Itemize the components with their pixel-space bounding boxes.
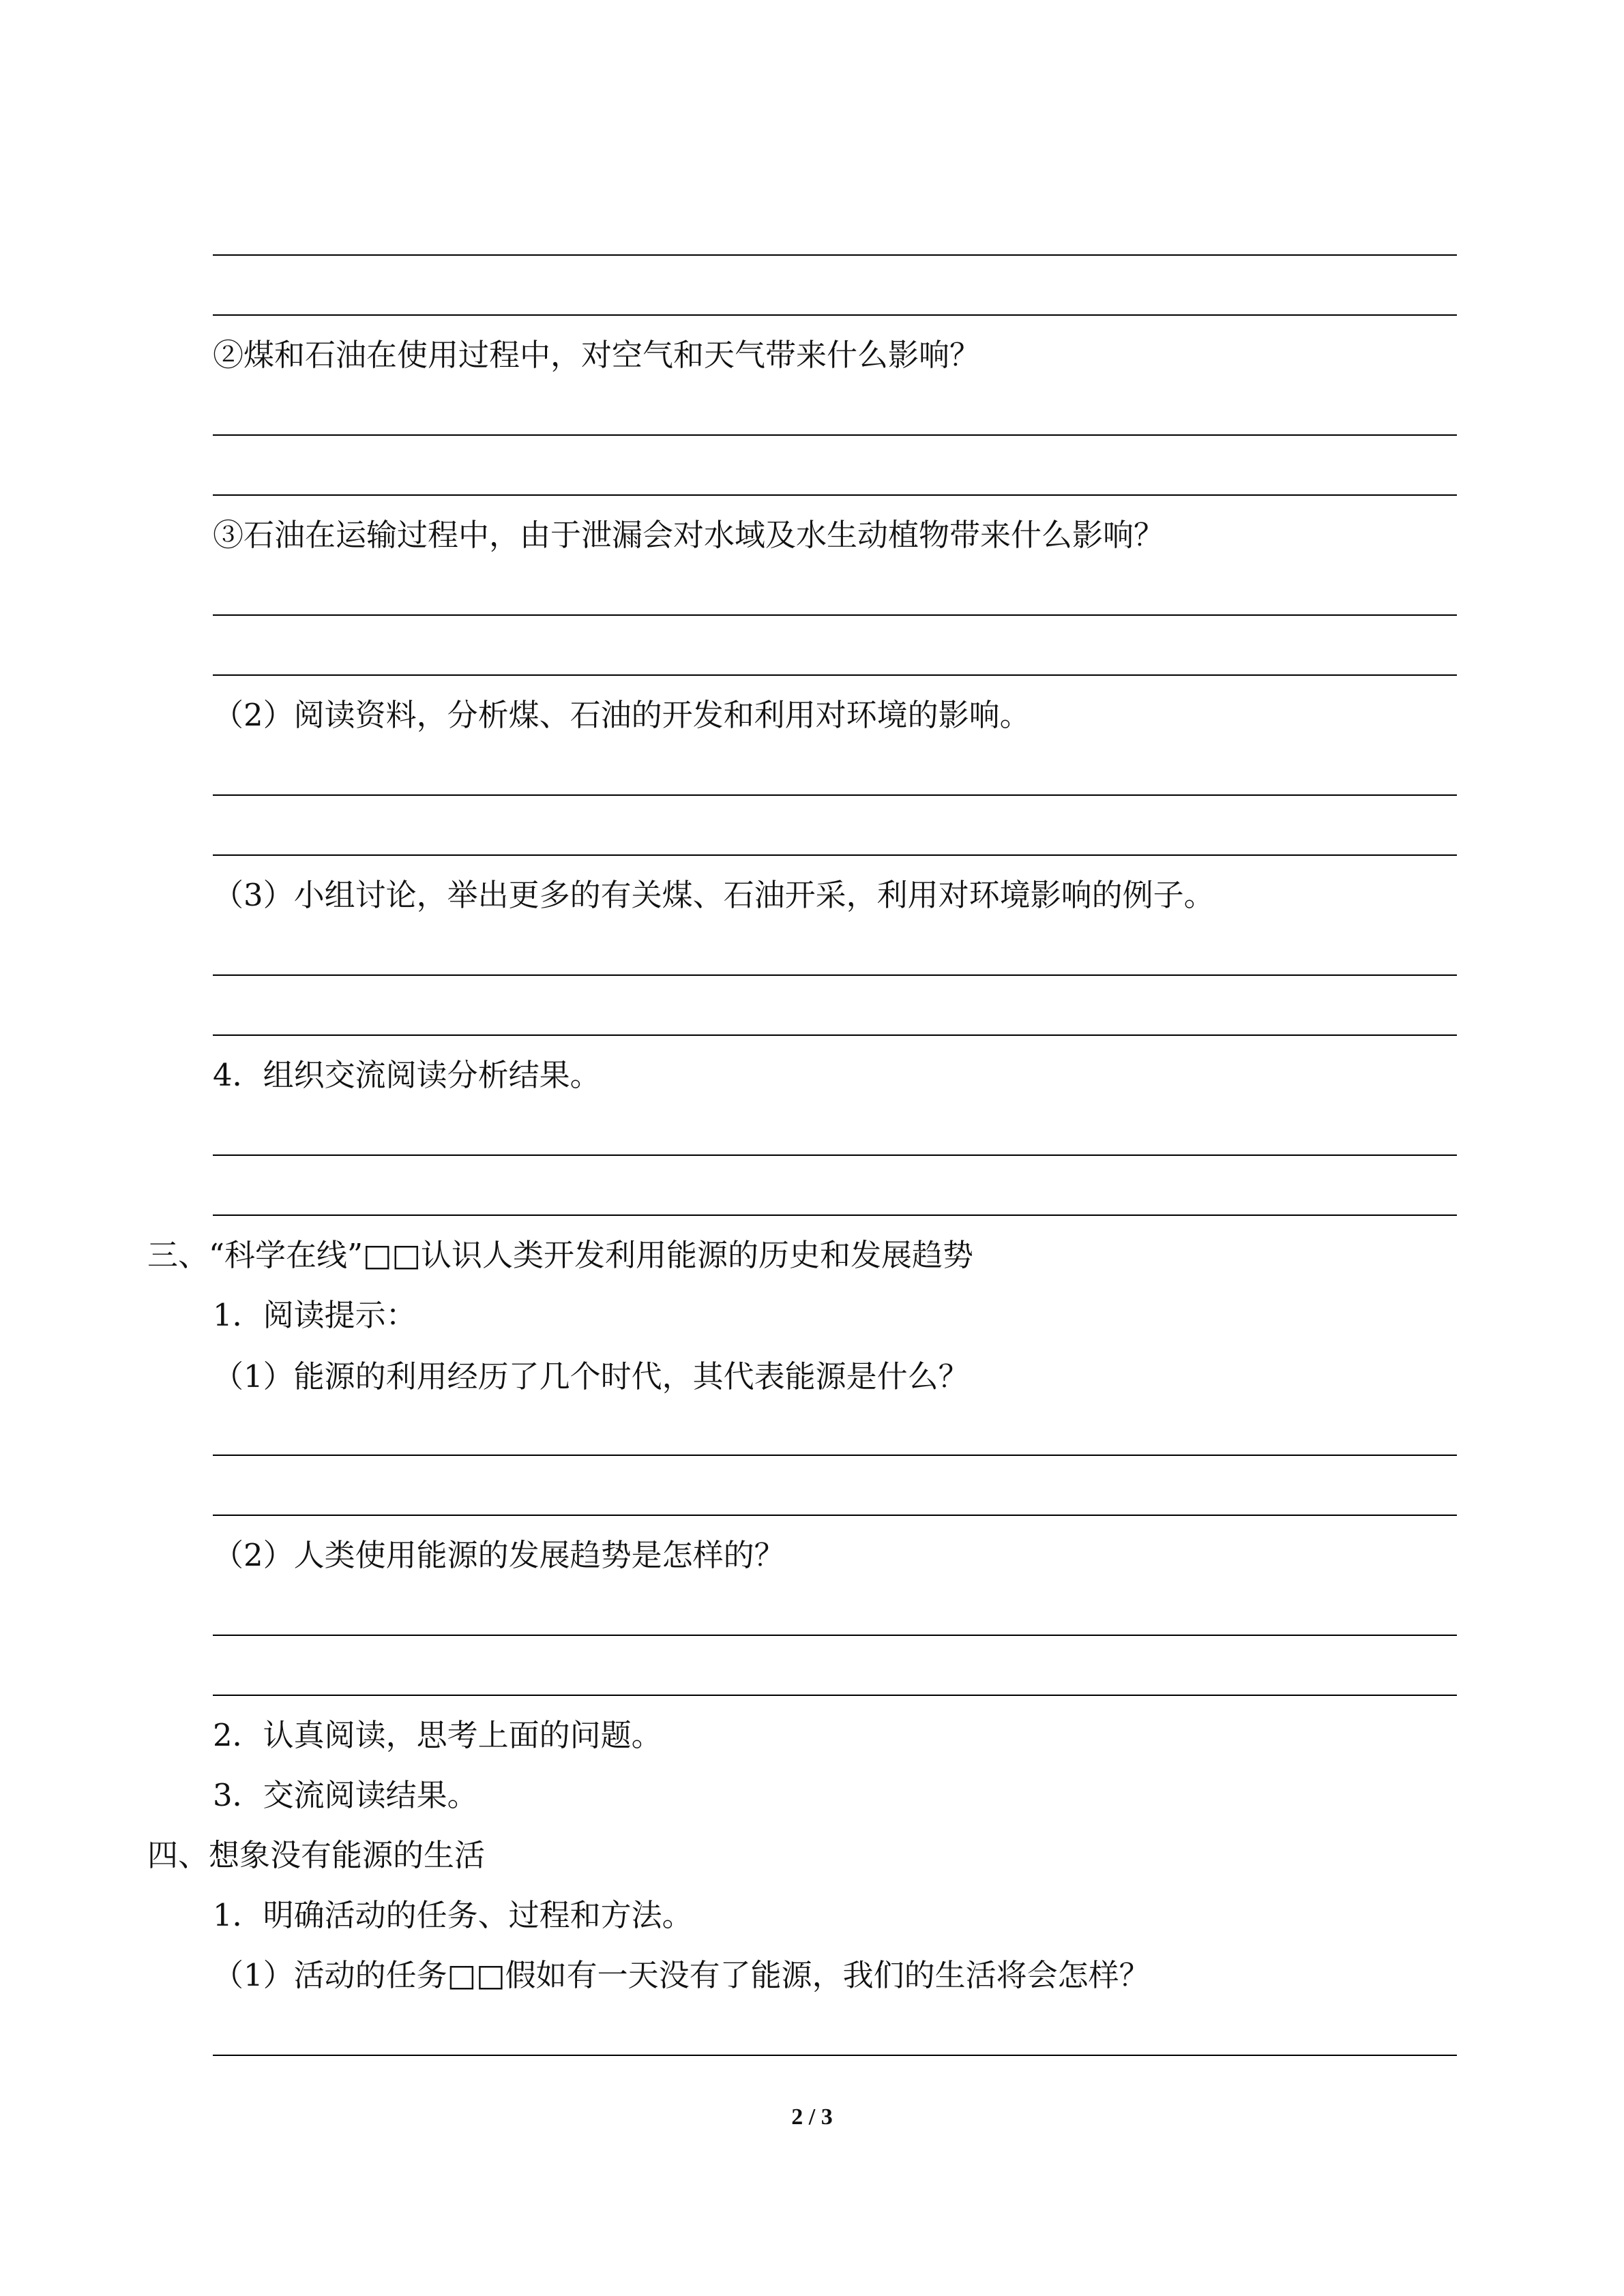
answer-line[interactable] [213,434,1457,436]
section-3-heading: 三、“科学在线”□□认识人类开发利用能源的历史和发展趋势 [147,1237,974,1273]
answer-line[interactable] [213,254,1457,256]
question-3-text: ③石油在运输过程中，由于泄漏会对水域及水生动植物带来什么影响？ [213,517,1165,553]
item-3-text: （3）小组讨论，举出更多的有关煤、石油开采，利用对环境影响的例子。 [213,877,1215,913]
answer-line[interactable] [213,1154,1457,1156]
answer-line[interactable] [213,494,1457,496]
item-4-text: 4．组织交流阅读分析结果。 [213,1057,601,1093]
section-4-heading: 四、想象没有能源的生活 [147,1837,486,1873]
section-3-question-2: （2）人类使用能源的发展趋势是怎样的？ [213,1537,785,1573]
question-2-text: ②煤和石油在使用过程中，对空气和天气带来什么影响？ [213,337,981,373]
answer-line[interactable] [213,2055,1457,2056]
answer-line[interactable] [213,854,1457,856]
item-2-text: （2）阅读资料，分析煤、石油的开发和利用对环境的影响。 [213,697,1031,733]
section-4-task: （1）活动的任务□□假如有一天没有了能源，我们的生活将会怎样？ [213,1957,1150,1993]
answer-line[interactable] [213,1515,1457,1516]
section-3-step-2: 2．认真阅读，思考上面的问题。 [213,1717,662,1753]
answer-line[interactable] [213,974,1457,976]
answer-line[interactable] [213,794,1457,796]
answer-line[interactable] [213,1214,1457,1216]
answer-line[interactable] [213,674,1457,676]
section-3-step-1: 1．阅读提示： [213,1297,417,1333]
answer-line[interactable] [213,314,1457,316]
answer-line[interactable] [213,614,1457,616]
section-3-question-1: （1）能源的利用经历了几个时代，其代表能源是什么？ [213,1358,969,1395]
section-3-step-3: 3．交流阅读结果。 [213,1777,478,1813]
answer-line[interactable] [213,1695,1457,1696]
page-number: 2 / 3 [791,2104,833,2130]
answer-line[interactable] [213,1635,1457,1636]
section-4-step-1: 1．明确活动的任务、过程和方法。 [213,1897,693,1933]
answer-line[interactable] [213,1034,1457,1036]
answer-line[interactable] [213,1455,1457,1456]
